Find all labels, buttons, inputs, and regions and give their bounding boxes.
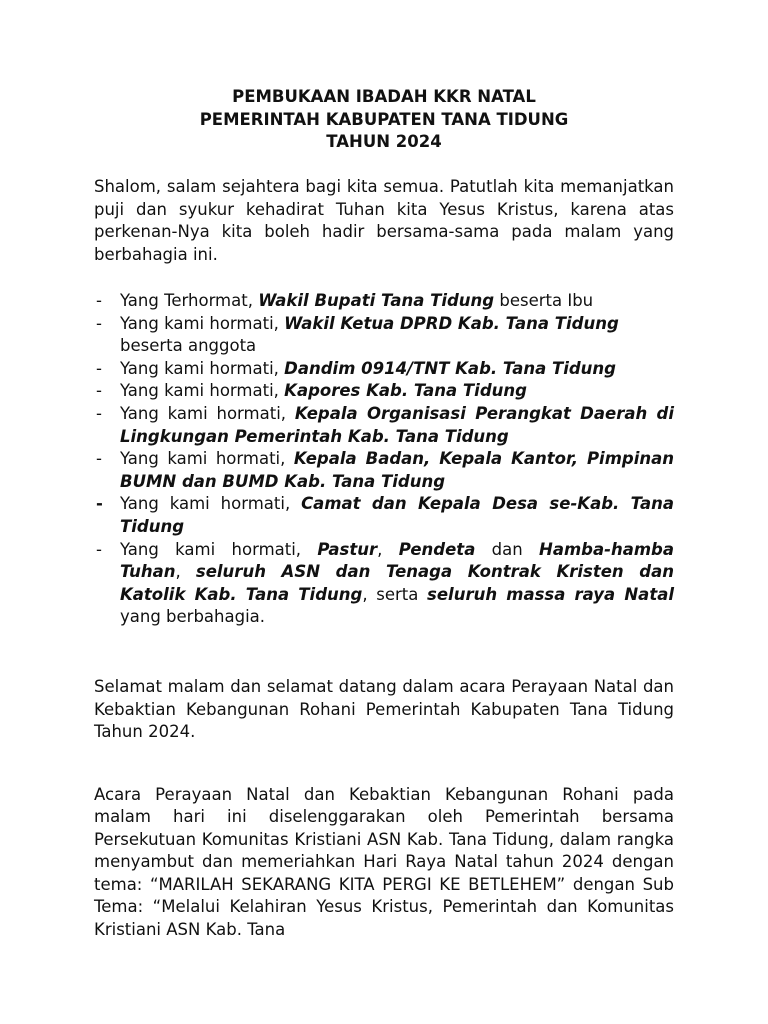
document-title [0, 86, 768, 154]
salutation-name: Kepala Badan, Kepala Kantor, Pimpinan BUMN dan BUMD Kab. Tana Tidung [120, 449, 674, 491]
list-dash: - [96, 291, 102, 310]
salutation-suffix: beserta Ibu [494, 291, 594, 310]
list-dash: - [96, 449, 102, 469]
salutation-item [94, 380, 674, 403]
salutation-item [94, 539, 674, 629]
salutation-prefix: Yang kami hormati, [120, 539, 318, 559]
closing-paragraph: Acara Perayaan Natal dan Kebaktian Kebangunan Rohani pada malam hari ini diselenggarakan oleh Pemerintah bersama Persekutuan Komunitas Kristiani ASN Kab. Tana Tidung, dalam rangka menyambut dan memeriahkan Hari Raya Natal tahun 2024 dengan tema: “MARILAH SEKARANG KITA PERGI KE BETLEHEM” dengan Sub Tema: “Melalui Kelahiran Yesus Kristus, Pemerintah dan Komunitas Kristiani ASN Kab. Tana [94, 784, 674, 940]
salutation-prefix: Yang kami hormati, [120, 358, 285, 378]
salutation-name: Hamba-hamba Tuhan [120, 539, 674, 582]
separator: , serta [362, 584, 428, 604]
salutation-name: Camat dan Kepala Desa se-Kab. Tana Tidung [120, 494, 674, 536]
title-line-2: PEMERINTAH KABUPATEN TANA TIDUNG [199, 109, 569, 129]
salutation-prefix: Yang kami hormati, [120, 494, 302, 514]
salutation-list [94, 290, 674, 629]
list-dash: - [96, 403, 102, 423]
title-line-3: TAHUN 2024 [326, 132, 442, 152]
salutation-item [94, 403, 674, 448]
salutation-name: Pastur [317, 539, 378, 559]
opening-paragraph: Shalom, salam sejahtera bagi kita semua. Patutlah kita memanjatkan puji dan syukur kehadirat Tuhan kita Yesus Kristus, karena atas perkenan-Nya kita boleh hadir bersama-sama pada malam yang berbahagia ini. [94, 177, 674, 264]
salutation-suffix: yang berbahagia. [120, 607, 266, 627]
list-dash: - [96, 313, 102, 333]
salutation-name: Wakil Bupati Tana Tidung [258, 291, 495, 310]
salutation-prefix: Yang kami hormati, [120, 449, 294, 469]
salutation-prefix: Yang Terhormat, [120, 291, 259, 310]
salutation-suffix: beserta anggota [120, 336, 257, 356]
list-dash: - [96, 358, 102, 378]
salutation-name: Wakil Ketua DPRD Kab. Tana Tidung [284, 313, 619, 333]
title-line-1: PEMBUKAAN IBADAH KKR NATAL [232, 87, 536, 106]
salutation-name: Pendeta [398, 539, 476, 559]
salutation-prefix: Yang kami hormati, [120, 381, 285, 401]
list-dash: - [96, 539, 102, 559]
welcome-paragraph: Selamat malam dan selamat datang dalam acara Perayaan Natal dan Kebaktian Kebangunan Rohani Pemerintah Kabupaten Tana Tidung Tahun 2024. [94, 677, 674, 742]
salutation-name: Kapores Kab. Tana Tidung [284, 381, 527, 401]
list-dash: - [96, 494, 103, 514]
salutation-name: Kepala Organisasi Perangkat Daerah di Lingkungan Pemerintah Kab. Tana Tidung [120, 403, 674, 446]
list-dash: - [96, 381, 102, 401]
separator: dan [475, 539, 540, 559]
salutation-item [94, 448, 674, 493]
salutation-name: seluruh massa raya Natal [427, 584, 674, 604]
salutation-name: Dandim 0914/TNT Kab. Tana Tidung [284, 358, 616, 378]
salutation-item [94, 313, 674, 358]
separator: , [175, 562, 196, 582]
salutation-item [94, 358, 674, 381]
separator: , [377, 539, 399, 559]
salutation-prefix: Yang kami hormati, [120, 313, 285, 333]
salutation-prefix: Yang kami hormati, [120, 403, 295, 423]
salutation-item [94, 290, 674, 313]
salutation-item [94, 493, 674, 538]
salutation-name: seluruh ASN dan Tenaga Kontrak Kristen dan Katolik Kab. Tana Tidung [120, 562, 674, 604]
